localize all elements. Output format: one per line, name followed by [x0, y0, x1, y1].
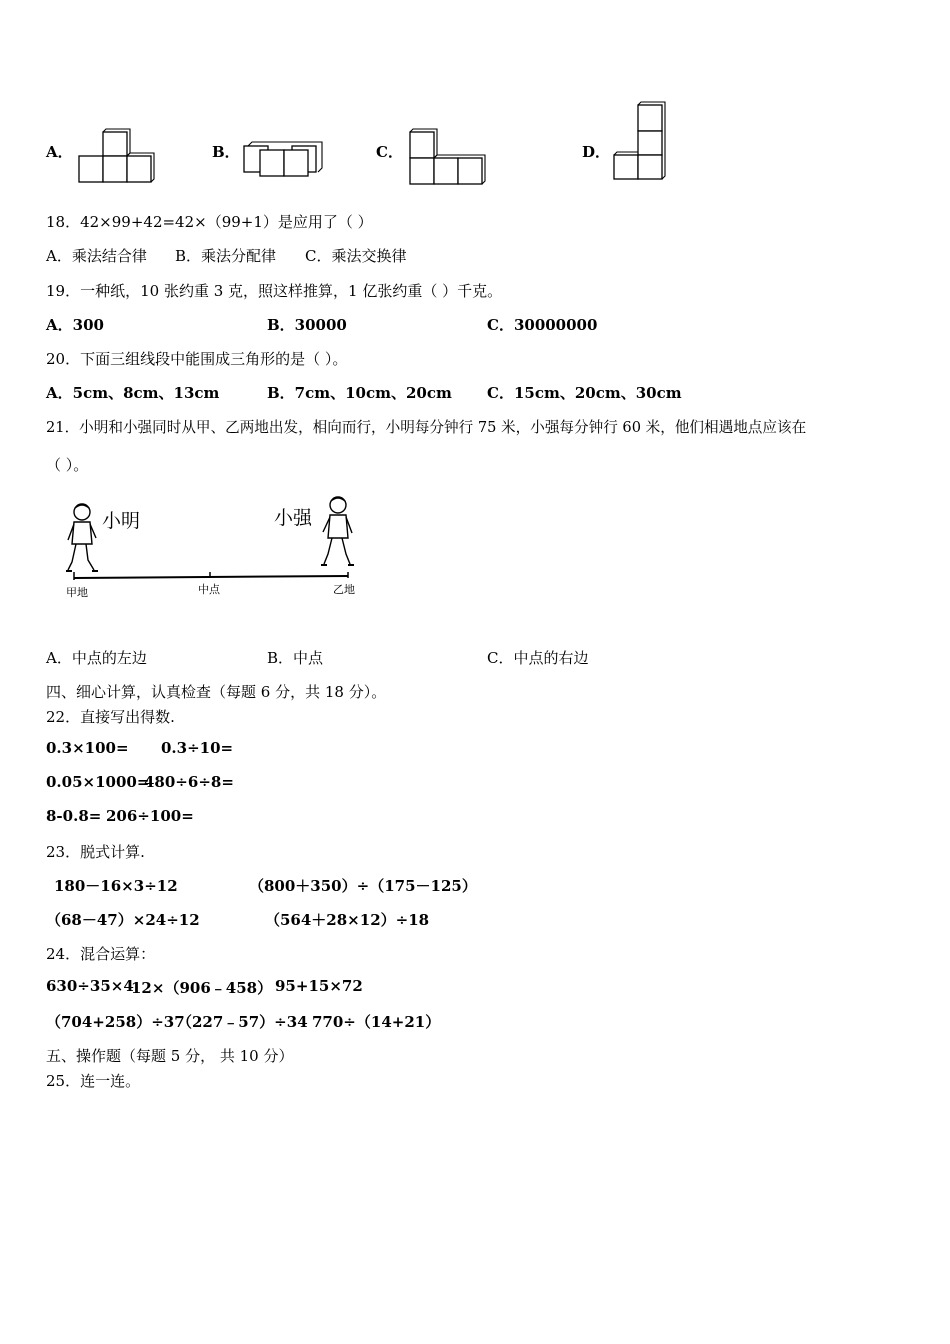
q21-stem: 21．小明和小强同时从甲、乙两地出发，相向而行，小明每分钟行 75 米，小强每分钟行 60 米，他们相遇地点应该在 — [46, 419, 807, 436]
q17-option-a-label: A． — [46, 143, 73, 161]
section-5-heading: 五、操作题（每题 5 分， 共 10 分） — [46, 1047, 294, 1065]
q21-option-b: B．中点 — [267, 649, 324, 667]
q20-option-b: B．7cm、10cm、20cm — [267, 384, 452, 402]
q23-r2c1: （68－47）×24÷12 — [46, 911, 200, 929]
q17-option-d-label: D． — [582, 143, 611, 161]
q25-stem: 25．连一连。 — [46, 1072, 141, 1090]
q22-r2c1: 0.05×1000= — [46, 773, 150, 791]
q23-r2c2: （564＋28×12）÷18 — [265, 911, 430, 929]
label-start: 甲地 — [66, 586, 88, 599]
q19-stem: 19．一种纸，10 张约重 3 克，照这样推算，1 亿张约重（ ）千克。 — [46, 282, 503, 300]
cube-stack-d-icon — [613, 101, 673, 183]
walking-boy-left-icon — [64, 500, 102, 578]
q19-option-a: A．300 — [46, 316, 104, 334]
q24-r1c3: 95+15×72 — [275, 977, 363, 995]
q18-option-b: B．乘法分配律 — [175, 247, 277, 265]
q17-option-c-label: C． — [376, 143, 403, 161]
q24-r2c1: （704+258）÷37 — [46, 1013, 185, 1031]
section-4-heading: 四、细心计算，认真检查（每题 6 分，共 18 分）。 — [46, 683, 387, 701]
q24-stem: 24．混合运算： — [46, 945, 156, 963]
q22-r1c1: 0.3×100= — [46, 739, 129, 757]
name-xiaoming: 小明 — [102, 510, 141, 532]
label-end: 乙地 — [333, 583, 355, 596]
q18-option-c: C．乘法交换律 — [305, 247, 407, 265]
walking-boy-right-icon — [318, 492, 356, 572]
q23-stem: 23．脱式计算. — [46, 843, 145, 861]
q19-option-c: C．30000000 — [487, 316, 598, 334]
q21-stem-cont: （ ）。 — [46, 456, 89, 474]
q24-r2c3: 770÷（14+21） — [312, 1013, 441, 1031]
q20-stem: 20．下面三组线段中能围成三角形的是（ ）。 — [46, 350, 348, 368]
q20-option-a: A．5cm、8cm、13cm — [46, 384, 220, 402]
q22-stem: 22．直接写出得数. — [46, 708, 175, 726]
q22-r3c2: 206÷100= — [106, 807, 194, 825]
q18-stem: 18．42×99+42=42×（99+1）是应用了（ ） — [46, 213, 373, 231]
q21-option-c: C．中点的右边 — [487, 649, 589, 667]
cube-stack-b-icon — [242, 140, 324, 180]
q18-option-a: A．乘法结合律 — [46, 247, 147, 265]
cube-stack-a-icon — [78, 128, 158, 184]
q22-r2c2: 480÷6÷8= — [144, 773, 234, 791]
q19-option-b: B．30000 — [267, 316, 347, 334]
q23-r1c2: （800＋350）÷（175－125） — [249, 877, 477, 895]
q21-option-a: A．中点的左边 — [46, 649, 147, 667]
q24-r1c1: 630÷35×4 — [46, 977, 134, 995]
q22-r3c1: 8-0.8= — [46, 807, 102, 825]
name-xiaoqiang: 小强 — [274, 507, 313, 529]
cube-stack-c-icon — [408, 128, 490, 186]
q20-option-c: C．15cm、20cm、30cm — [487, 384, 682, 402]
q24-r1c2: 12×（906﹣458） — [131, 979, 273, 997]
q24-r2c2: （227﹣57）÷34 — [177, 1013, 308, 1031]
q22-r1c2: 0.3÷10= — [161, 739, 234, 757]
q23-r1c1: 180－16×3÷12 — [54, 877, 178, 895]
label-midpoint: 中点 — [198, 583, 220, 596]
q17-option-b-label: B． — [212, 143, 240, 161]
